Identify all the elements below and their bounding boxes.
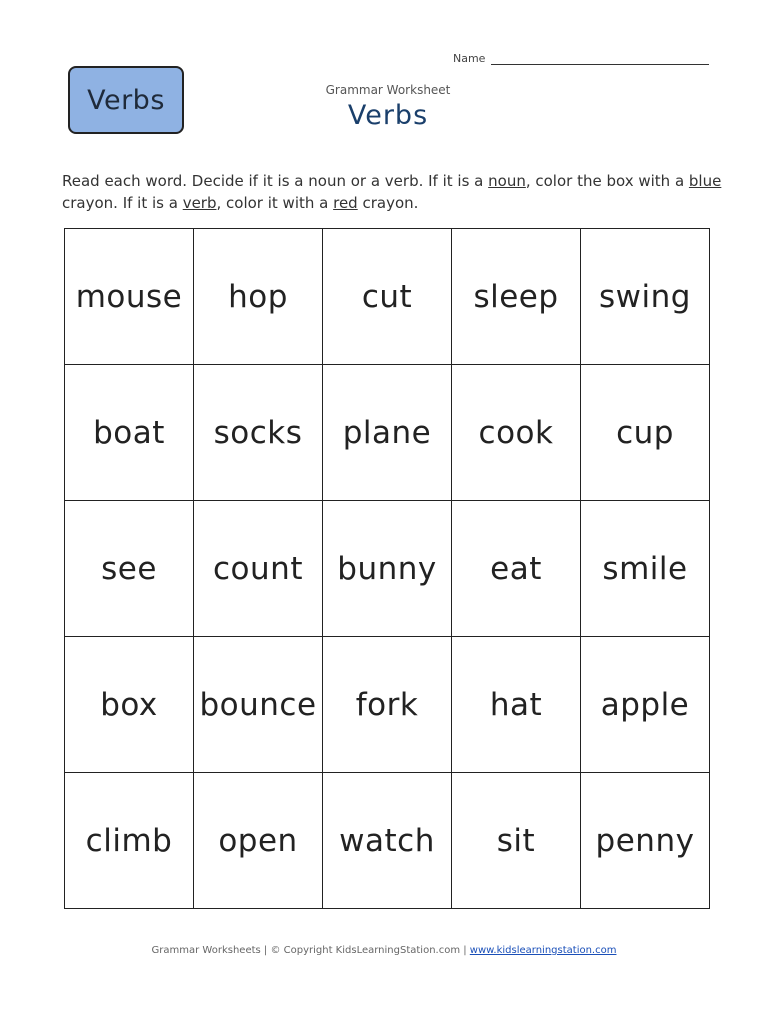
word-cell[interactable]: plane <box>323 365 452 501</box>
word-cell[interactable]: hop <box>194 229 323 365</box>
word-cell[interactable]: hat <box>452 637 581 773</box>
instructions-red: red <box>333 194 358 212</box>
worksheet-title: Verbs <box>347 100 429 131</box>
word-cell[interactable]: bunny <box>323 501 452 637</box>
instructions-blue: blue <box>688 172 722 190</box>
word-cell[interactable]: boat <box>65 365 194 501</box>
instructions-part-2: , color the box with a <box>525 172 689 190</box>
word-cell[interactable]: fork <box>323 637 452 773</box>
instructions-verb: verb <box>182 194 217 212</box>
grid-row-2 <box>65 365 710 501</box>
footer-copyright: Grammar Worksheets | © Copyright KidsLearningStation.com | <box>151 945 470 956</box>
instructions-part-3: crayon. If it is a <box>62 194 183 212</box>
instructions-noun: noun <box>488 172 526 190</box>
word-cell[interactable]: cook <box>452 365 581 501</box>
name-label: Name <box>453 52 486 65</box>
instructions-part-5: crayon. <box>357 194 419 212</box>
word-cell[interactable]: sit <box>452 773 581 909</box>
topic-badge: Verbs <box>68 66 184 134</box>
footer-website-link[interactable]: www.kidslearningstation.com <box>469 945 617 956</box>
footer <box>0 945 768 956</box>
word-cell[interactable]: watch <box>323 773 452 909</box>
word-cell[interactable]: penny <box>581 773 710 909</box>
word-cell[interactable]: sleep <box>452 229 581 365</box>
word-cell[interactable]: see <box>65 501 194 637</box>
word-cell[interactable]: climb <box>65 773 194 909</box>
word-grid <box>64 228 710 909</box>
instructions <box>62 170 722 214</box>
grid-row-5 <box>65 773 710 909</box>
word-cell[interactable]: count <box>194 501 323 637</box>
grid-row-4 <box>65 637 710 773</box>
grid-row-1 <box>65 229 710 365</box>
instructions-part-1: Read each word. Decide if it is a noun or a verb. If it is a <box>62 172 489 190</box>
word-cell[interactable]: swing <box>581 229 710 365</box>
word-cell[interactable]: bounce <box>194 637 323 773</box>
word-cell[interactable]: cup <box>581 365 710 501</box>
name-blank-line[interactable] <box>491 54 709 65</box>
word-cell[interactable]: open <box>194 773 323 909</box>
worksheet-subtitle: Grammar Worksheet <box>325 83 451 97</box>
word-cell[interactable]: socks <box>194 365 323 501</box>
instructions-part-4: , color it with a <box>216 194 334 212</box>
word-cell[interactable]: cut <box>323 229 452 365</box>
word-cell[interactable]: eat <box>452 501 581 637</box>
name-field[interactable] <box>453 52 709 65</box>
word-cell[interactable]: smile <box>581 501 710 637</box>
word-cell[interactable]: mouse <box>65 229 194 365</box>
grid-row-3 <box>65 501 710 637</box>
word-cell[interactable]: apple <box>581 637 710 773</box>
word-cell[interactable]: box <box>65 637 194 773</box>
